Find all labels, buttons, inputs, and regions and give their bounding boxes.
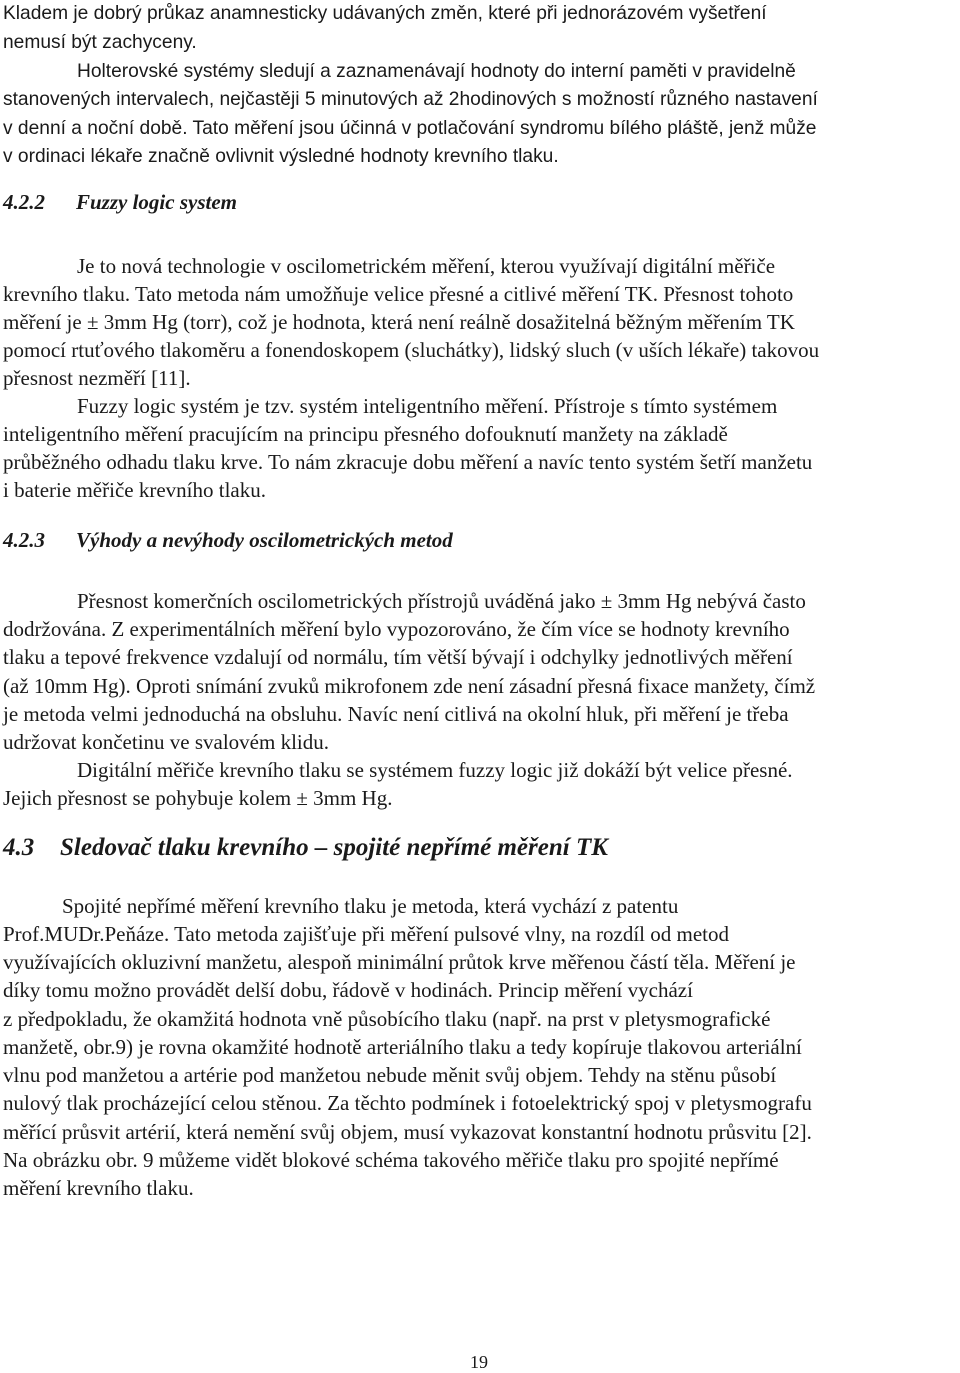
text-line: stanovených intervalech, nejčastěji 5 minutových až 2hodinových s možností různého nastavení	[3, 89, 818, 110]
text-line: přesnost nezměří [11].	[3, 366, 191, 390]
text-line: Na obrázku obr. 9 můžeme vidět blokové schéma takového měřiče tlaku pro spojité nepřímé	[3, 1148, 779, 1172]
text-line: nemusí být zachyceny.	[3, 32, 197, 53]
text-line: z předpokladu, že okamžitá hodnota vně působícího tlaku (např. na prst v pletysmografické	[3, 1007, 771, 1031]
section-title: Fuzzy logic system	[76, 190, 237, 214]
text-line: v denní a noční době. Tato měření jsou účinná v potlačování syndromu bílého pláště, jenž může	[3, 118, 817, 139]
text-line: inteligentního měření pracujícím na principu přesného dofouknutí manžety na základě	[3, 422, 728, 446]
text-line: Digitální měřiče krevního tlaku se systémem fuzzy logic již dokáží být velice přesné.	[77, 758, 793, 782]
text-line: Je to nová technologie v oscilometrickém měření, kterou využívají digitální měřiče	[77, 254, 776, 278]
text-line: manžetě, obr.9) je rovna okamžité hodnotě arteriálního tlaku a tedy kopíruje tlakovou arteriální	[3, 1035, 802, 1059]
text-line: Spojité nepřímé měření krevního tlaku je metoda, která vychází z patentu	[62, 894, 679, 918]
text-line: Jejich přesnost se pohybuje kolem ± 3mm Hg.	[3, 786, 393, 810]
text-line: měřící průsvit artérií, která nemění svůj objem, musí vykazovat konstantní hodnotu průsvitu [2].	[3, 1120, 812, 1144]
text-line: Prof.MUDr.Peňáze. Tato metoda zajišťuje při měření pulsové vlny, na rozdíl od metod	[3, 922, 729, 946]
text-line: díky tomu možno provádět delší dobu, řádově v hodinách. Princip měření vychází	[3, 978, 693, 1002]
text-line: Kladem je dobrý průkaz anamnesticky udávaných změn, které při jednorázovém vyšetření	[3, 3, 767, 24]
section-number: 4.2.2	[3, 190, 45, 214]
text-line: využívajících okluzivní manžetu, alespoň minimální průtok krve měřenou částí těla. Měření je	[3, 950, 796, 974]
text-line: pomocí rtuťového tlakoměru a fonendoskopem (sluchátky), lidský sluch (v uších lékaře) takovou	[3, 338, 820, 362]
section-heading-4-3	[3, 834, 608, 862]
text-line: nulový tlak procházející celou stěnou. Za těchto podmínek i fotoelektrický spoj v pletysmografu	[3, 1091, 812, 1115]
text-line: krevního tlaku. Tato metoda nám umožňuje velice přesné a citlivé měření TK. Přesnost tohoto	[3, 282, 794, 306]
text-line: měření krevního tlaku.	[3, 1176, 194, 1200]
text-line: (až 10mm Hg). Oproti snímání zvuků mikrofonem zde není zásadní přesná fixace manžety, čímž	[3, 674, 816, 698]
section-number: 4.2.3	[3, 528, 45, 552]
text-line: v ordinaci lékaře značně ovlivnit výsledné hodnoty krevního tlaku.	[3, 146, 559, 167]
section-title: Sledovač tlaku krevního – spojité nepřímé měření TK	[60, 834, 608, 861]
section-heading-4-2-3	[3, 528, 453, 553]
text-line: vlnu pod manžetou a artérie pod manžetou nebude měnit svůj objem. Tehdy na stěnu působí	[3, 1063, 777, 1087]
section-heading-4-2-2	[3, 190, 237, 215]
text-line: je metoda velmi jednoduchá na obsluhu. Navíc není citlivá na okolní hluk, při měření je třeba	[3, 702, 789, 726]
text-line: tlaku a tepové frekvence vzdalují od normálu, tím větší bývají i odchylky jednotlivých měření	[3, 645, 793, 669]
text-line: průběžného odhadu tlaku krve. To nám zkracuje dobu měření a navíc tento systém šetří manžetu	[3, 450, 813, 474]
text-line: Holterovské systémy sledují a zaznamenávají hodnoty do interní paměti v pravidelně	[77, 61, 796, 82]
section-number: 4.3	[3, 834, 35, 861]
section-title: Výhody a nevýhody oscilometrických metod	[76, 528, 453, 552]
text-line: udržovat končetinu ve svalovém klidu.	[3, 730, 330, 754]
text-line: Přesnost komerčních oscilometrických přístrojů uváděná jako ± 3mm Hg nebývá často	[77, 589, 806, 613]
page-number: 19	[470, 1352, 488, 1372]
text-line: dodržována. Z experimentálních měření bylo vypozorováno, že čím více se hodnoty krevního	[3, 617, 790, 641]
text-line: měření je ± 3mm Hg (torr), což je hodnota, která není reálně dosažitelná běžným měřením TK	[3, 310, 795, 334]
text-line: i baterie měřiče krevního tlaku.	[3, 478, 266, 502]
text-line: Fuzzy logic systém je tzv. systém inteligentního měření. Přístroje s tímto systémem	[77, 394, 778, 418]
